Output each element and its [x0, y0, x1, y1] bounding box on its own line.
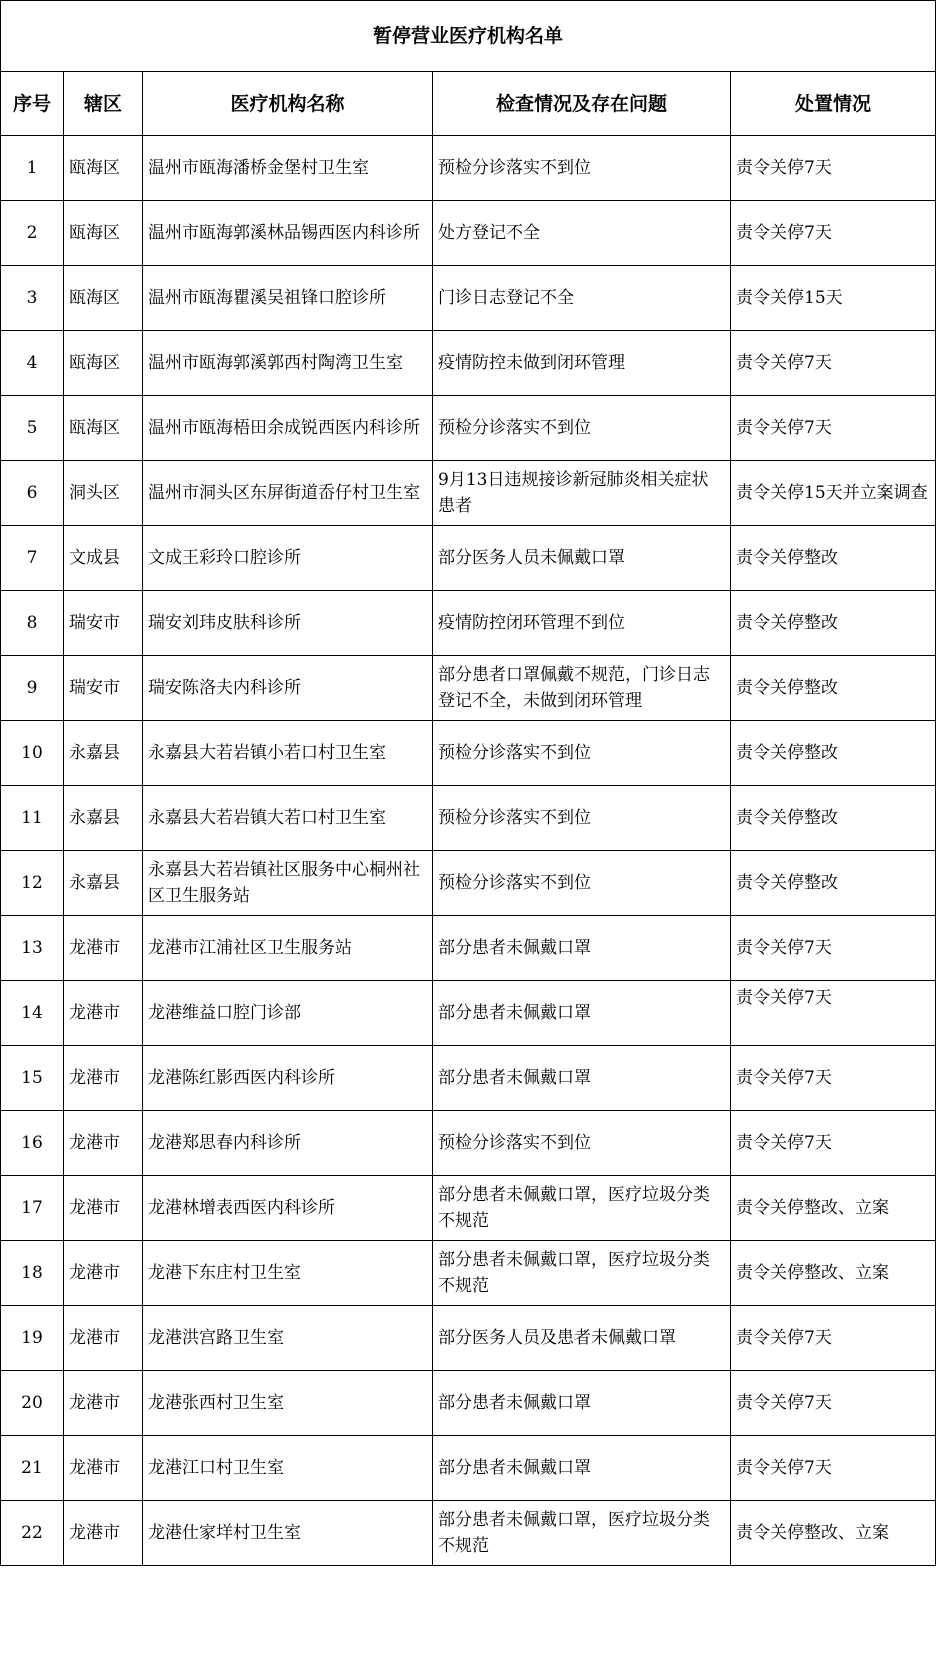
- table-row: [1, 331, 936, 396]
- cell-institution-name: 瑞安陈洛夫内科诊所: [143, 656, 433, 721]
- table-row: [1, 396, 936, 461]
- cell-institution-name: 温州市瓯海郭溪郭西村陶湾卫生室: [143, 331, 433, 396]
- cell-number: 6: [1, 461, 64, 526]
- cell-district: 文成县: [64, 526, 143, 591]
- cell-inspection-issues: 预检分诊落实不到位: [433, 136, 731, 201]
- cell-action: 责令关停7天: [731, 1046, 936, 1111]
- cell-inspection-issues: 疫情防控未做到闭环管理: [433, 331, 731, 396]
- cell-number: 1: [1, 136, 64, 201]
- cell-inspection-issues: 部分患者未佩戴口罩: [433, 1046, 731, 1111]
- table-row: [1, 591, 936, 656]
- table-row: [1, 1241, 936, 1306]
- cell-inspection-issues: 9月13日违规接诊新冠肺炎相关症状患者: [433, 461, 731, 526]
- cell-inspection-issues: 部分患者未佩戴口罩，医疗垃圾分类不规范: [433, 1501, 731, 1566]
- cell-district: 永嘉县: [64, 851, 143, 916]
- table-row: [1, 266, 936, 331]
- table-header-row: [1, 72, 936, 136]
- cell-number: 3: [1, 266, 64, 331]
- cell-district: 瓯海区: [64, 201, 143, 266]
- cell-inspection-issues: 部分患者口罩佩戴不规范，门诊日志登记不全，未做到闭环管理: [433, 656, 731, 721]
- cell-action: 责令关停7天: [731, 981, 936, 1046]
- cell-number: 20: [1, 1371, 64, 1436]
- header-inspection-issues: 检查情况及存在问题: [433, 72, 731, 136]
- cell-number: 19: [1, 1306, 64, 1371]
- cell-number: 5: [1, 396, 64, 461]
- cell-institution-name: 龙港江口村卫生室: [143, 1436, 433, 1501]
- cell-action: 责令关停15天: [731, 266, 936, 331]
- header-district: 辖区: [64, 72, 143, 136]
- cell-number: 9: [1, 656, 64, 721]
- cell-institution-name: 龙港洪宫路卫生室: [143, 1306, 433, 1371]
- cell-inspection-issues: 预检分诊落实不到位: [433, 851, 731, 916]
- header-institution-name: 医疗机构名称: [143, 72, 433, 136]
- cell-number: 18: [1, 1241, 64, 1306]
- cell-action: 责令关停7天: [731, 396, 936, 461]
- cell-action: 责令关停7天: [731, 916, 936, 981]
- cell-district: 瓯海区: [64, 331, 143, 396]
- cell-district: 龙港市: [64, 1371, 143, 1436]
- cell-number: 4: [1, 331, 64, 396]
- cell-action: 责令关停15天并立案调查: [731, 461, 936, 526]
- cell-action: 责令关停7天: [731, 1111, 936, 1176]
- cell-inspection-issues: 部分患者未佩戴口罩: [433, 981, 731, 1046]
- cell-district: 龙港市: [64, 1046, 143, 1111]
- cell-institution-name: 龙港市江浦社区卫生服务站: [143, 916, 433, 981]
- cell-action: 责令关停整改、立案: [731, 1501, 936, 1566]
- page-title: 暂停营业医疗机构名单: [1, 1, 936, 72]
- cell-action: 责令关停整改、立案: [731, 1241, 936, 1306]
- header-number: 序号: [1, 72, 64, 136]
- cell-inspection-issues: 部分患者未佩戴口罩: [433, 916, 731, 981]
- cell-district: 龙港市: [64, 1176, 143, 1241]
- table-row: [1, 1436, 936, 1501]
- cell-inspection-issues: 部分患者未佩戴口罩，医疗垃圾分类不规范: [433, 1241, 731, 1306]
- table-row: [1, 656, 936, 721]
- cell-number: 10: [1, 721, 64, 786]
- cell-action: 责令关停整改: [731, 721, 936, 786]
- table-row: [1, 1371, 936, 1436]
- table-row: [1, 526, 936, 591]
- table-row: [1, 461, 936, 526]
- cell-district: 瑞安市: [64, 591, 143, 656]
- table-row: [1, 851, 936, 916]
- cell-number: 16: [1, 1111, 64, 1176]
- cell-institution-name: 温州市瓯海郭溪林品锡西医内科诊所: [143, 201, 433, 266]
- cell-district: 洞头区: [64, 461, 143, 526]
- cell-number: 17: [1, 1176, 64, 1241]
- cell-institution-name: 温州市瓯海潘桥金堡村卫生室: [143, 136, 433, 201]
- header-action: 处置情况: [731, 72, 936, 136]
- cell-institution-name: 永嘉县大若岩镇大若口村卫生室: [143, 786, 433, 851]
- cell-number: 21: [1, 1436, 64, 1501]
- cell-inspection-issues: 预检分诊落实不到位: [433, 1111, 731, 1176]
- cell-action: 责令关停7天: [731, 136, 936, 201]
- cell-number: 2: [1, 201, 64, 266]
- cell-institution-name: 文成王彩玲口腔诊所: [143, 526, 433, 591]
- table-row: [1, 1306, 936, 1371]
- cell-district: 龙港市: [64, 1111, 143, 1176]
- cell-inspection-issues: 门诊日志登记不全: [433, 266, 731, 331]
- cell-inspection-issues: 预检分诊落实不到位: [433, 721, 731, 786]
- cell-number: 12: [1, 851, 64, 916]
- cell-inspection-issues: 部分医务人员未佩戴口罩: [433, 526, 731, 591]
- table-row: [1, 1111, 936, 1176]
- table-body: [1, 136, 936, 1566]
- cell-district: 瓯海区: [64, 266, 143, 331]
- cell-institution-name: 龙港维益口腔门诊部: [143, 981, 433, 1046]
- cell-institution-name: 龙港陈红影西医内科诊所: [143, 1046, 433, 1111]
- cell-inspection-issues: 预检分诊落实不到位: [433, 786, 731, 851]
- table-row: [1, 1046, 936, 1111]
- cell-district: 瓯海区: [64, 396, 143, 461]
- table-row: [1, 1176, 936, 1241]
- cell-district: 永嘉县: [64, 786, 143, 851]
- cell-action: 责令关停整改: [731, 526, 936, 591]
- cell-inspection-issues: 疫情防控闭环管理不到位: [433, 591, 731, 656]
- cell-inspection-issues: 处方登记不全: [433, 201, 731, 266]
- table-row: [1, 201, 936, 266]
- cell-institution-name: 龙港张西村卫生室: [143, 1371, 433, 1436]
- cell-action: 责令关停7天: [731, 331, 936, 396]
- cell-inspection-issues: 部分医务人员及患者未佩戴口罩: [433, 1306, 731, 1371]
- cell-institution-name: 龙港郑思春内科诊所: [143, 1111, 433, 1176]
- cell-institution-name: 温州市瓯海瞿溪吴祖锋口腔诊所: [143, 266, 433, 331]
- cell-district: 瓯海区: [64, 136, 143, 201]
- cell-district: 瑞安市: [64, 656, 143, 721]
- cell-action: 责令关停7天: [731, 201, 936, 266]
- cell-action: 责令关停整改: [731, 851, 936, 916]
- cell-district: 龙港市: [64, 1241, 143, 1306]
- table-row: [1, 916, 936, 981]
- cell-institution-name: 永嘉县大若岩镇社区服务中心桐州社区卫生服务站: [143, 851, 433, 916]
- cell-district: 龙港市: [64, 916, 143, 981]
- cell-district: 龙港市: [64, 981, 143, 1046]
- cell-action: 责令关停整改、立案: [731, 1176, 936, 1241]
- cell-institution-name: 龙港下东庄村卫生室: [143, 1241, 433, 1306]
- table-row: [1, 721, 936, 786]
- cell-institution-name: 瑞安刘玮皮肤科诊所: [143, 591, 433, 656]
- cell-district: 龙港市: [64, 1501, 143, 1566]
- cell-action: 责令关停7天: [731, 1371, 936, 1436]
- cell-action: 责令关停7天: [731, 1436, 936, 1501]
- cell-district: 龙港市: [64, 1436, 143, 1501]
- cell-institution-name: 龙港林增表西医内科诊所: [143, 1176, 433, 1241]
- cell-action: 责令关停整改: [731, 786, 936, 851]
- cell-action: 责令关停7天: [731, 1306, 936, 1371]
- cell-district: 永嘉县: [64, 721, 143, 786]
- cell-number: 7: [1, 526, 64, 591]
- cell-number: 11: [1, 786, 64, 851]
- cell-action: 责令关停整改: [731, 656, 936, 721]
- cell-institution-name: 温州市洞头区东屏街道岙仔村卫生室: [143, 461, 433, 526]
- cell-number: 15: [1, 1046, 64, 1111]
- cell-inspection-issues: 部分患者未佩戴口罩: [433, 1436, 731, 1501]
- cell-inspection-issues: 部分患者未佩戴口罩，医疗垃圾分类不规范: [433, 1176, 731, 1241]
- cell-institution-name: 温州市瓯海梧田余成锐西医内科诊所: [143, 396, 433, 461]
- cell-number: 14: [1, 981, 64, 1046]
- cell-number: 8: [1, 591, 64, 656]
- cell-institution-name: 永嘉县大若岩镇小若口村卫生室: [143, 721, 433, 786]
- table-row: [1, 786, 936, 851]
- cell-inspection-issues: 部分患者未佩戴口罩: [433, 1371, 731, 1436]
- cell-number: 13: [1, 916, 64, 981]
- table-row: [1, 136, 936, 201]
- table-row: [1, 1501, 936, 1566]
- cell-institution-name: 龙港仕家垟村卫生室: [143, 1501, 433, 1566]
- cell-district: 龙港市: [64, 1306, 143, 1371]
- cell-action: 责令关停整改: [731, 591, 936, 656]
- cell-inspection-issues: 预检分诊落实不到位: [433, 396, 731, 461]
- table-row: [1, 981, 936, 1046]
- cell-number: 22: [1, 1501, 64, 1566]
